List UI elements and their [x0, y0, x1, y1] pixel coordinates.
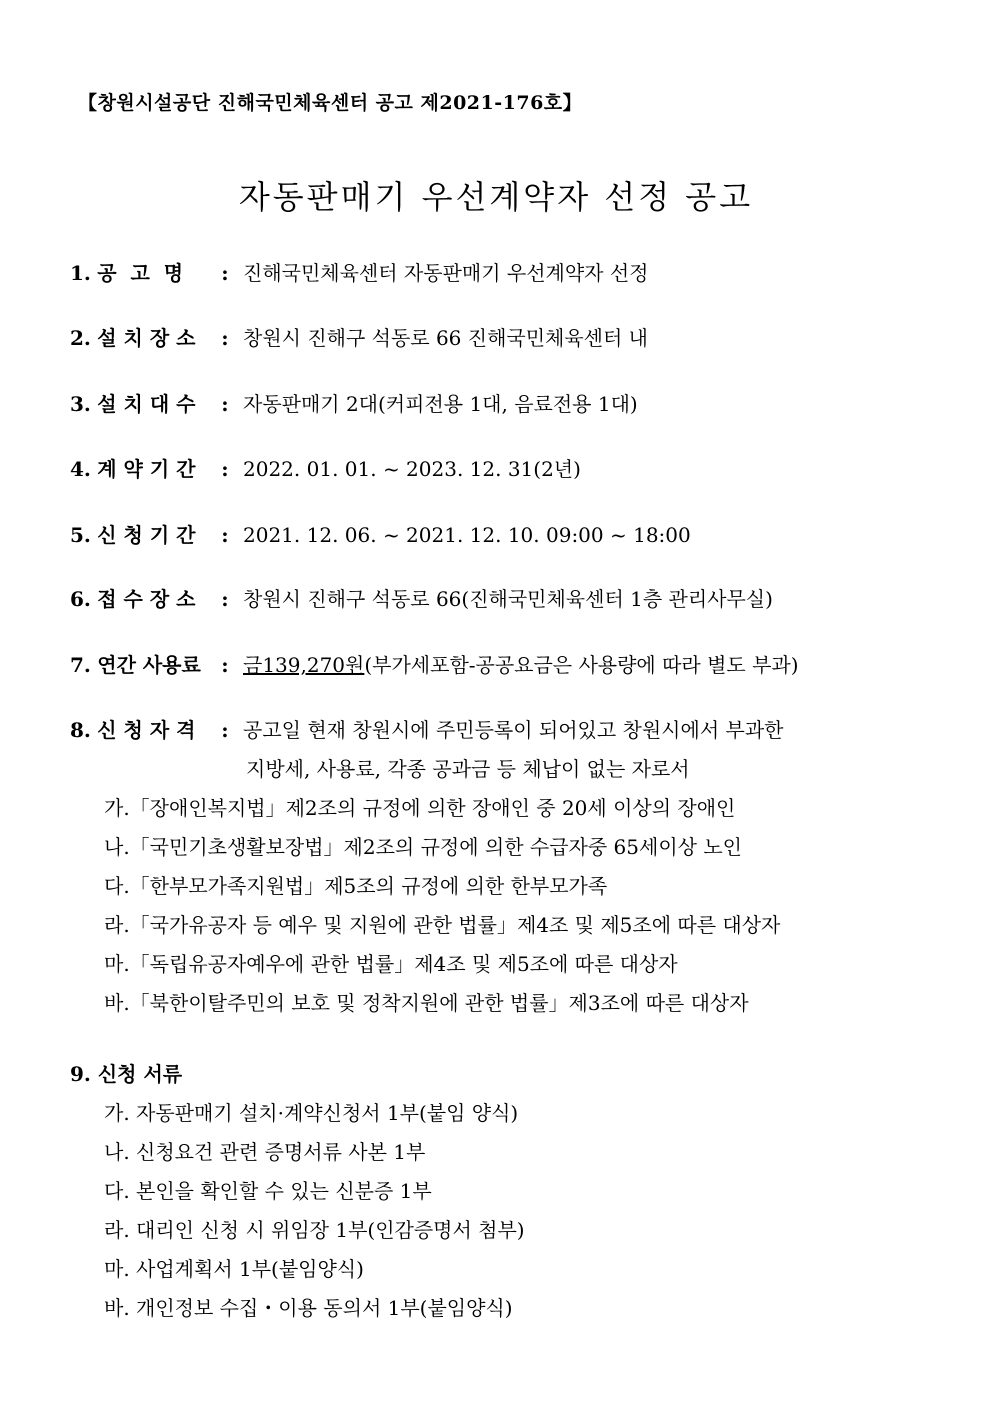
field-label: 설 치 장 소: [97, 326, 196, 350]
document-item: 가. 자동판매기 설치·계약신청서 1부(붙임 양식): [104, 1101, 519, 1125]
field-notice-name: 1. 공 고 명 : 진해국민체육센터 자동판매기 우선계약자 선정: [70, 258, 648, 288]
field-label: 설 치 대 수: [97, 392, 196, 416]
document-item: 마. 사업계획서 1부(붙임양식): [104, 1257, 364, 1281]
field-value: 2021. 12. 06. ~ 2021. 12. 10. 09:00 ~ 18:00: [243, 523, 691, 547]
field-contract-period: 4. 계 약 기 간 : 2022. 01. 01. ~ 2023. 12. 31(2년): [70, 454, 581, 484]
annual-fee-amount: 금139,270원: [243, 653, 365, 677]
field-number: 5.: [70, 523, 91, 547]
field-number: 4.: [70, 457, 91, 481]
field-label: 접 수 장 소: [97, 587, 196, 611]
field-application-period: 5. 신 청 기 간 : 2021. 12. 06. ~ 2021. 12. 10. 09:00 ~ 18:00: [70, 520, 691, 550]
field-value: 2022. 01. 01. ~ 2023. 12. 31(2년): [243, 457, 581, 481]
field-label: 신 청 자 격: [97, 718, 196, 742]
field-number: 1.: [70, 261, 91, 285]
field-value: 창원시 진해구 석동로 66 진해국민체육센터 내: [243, 326, 648, 350]
document-item: 나. 신청요건 관련 증명서류 사본 1부: [104, 1140, 426, 1164]
field-number: 3.: [70, 392, 91, 416]
qualification-item: 나.「국민기초생활보장법」제2조의 규정에 의한 수급자중 65세이상 노인: [104, 835, 742, 859]
field-label: 신 청 기 간: [97, 523, 196, 547]
notice-number: 【창원시설공단 진해국민체육센터 공고 제2021-176호】: [78, 92, 583, 114]
field-number: 6.: [70, 587, 91, 611]
qualification-item: 다.「한부모가족지원법」제5조의 규정에 의한 한부모가족: [104, 874, 608, 898]
eligibility-continuation: 지방세, 사용료, 각종 공과금 등 체납이 없는 자로서: [246, 757, 690, 781]
qualification-item: 바.「북한이탈주민의 보호 및 정착지원에 관한 법률」제3조에 따른 대상자: [104, 991, 749, 1015]
field-label: 계 약 기 간: [97, 457, 196, 481]
field-install-location: 2. 설 치 장 소 : 창원시 진해구 석동로 66 진해국민체육센터 내: [70, 323, 648, 353]
field-submission-location: 6. 접 수 장 소 : 창원시 진해구 석동로 66(진해국민체육센터 1층 관리사무실): [70, 584, 773, 614]
field-value: 창원시 진해구 석동로 66(진해국민체육센터 1층 관리사무실): [243, 587, 773, 611]
section-heading-documents: 9. 신청 서류: [70, 1062, 183, 1086]
field-number: 7.: [70, 653, 91, 677]
field-value: 공고일 현재 창원시에 주민등록이 되어있고 창원시에서 부과한: [243, 718, 784, 742]
field-value: 자동판매기 2대(커피전용 1대, 음료전용 1대): [243, 392, 638, 416]
document-item: 다. 본인을 확인할 수 있는 신분증 1부: [104, 1179, 432, 1203]
field-number: 8.: [70, 718, 91, 742]
field-label: 연간 사용료: [97, 653, 201, 677]
field-annual-fee: 7. 연간 사용료 : 금139,270원(부가세포함-공공요금은 사용량에 따라 별도 부과): [70, 650, 799, 680]
field-label: 공 고 명: [97, 261, 184, 285]
field-value: 진해국민체육센터 자동판매기 우선계약자 선정: [243, 261, 649, 285]
field-number: 2.: [70, 326, 91, 350]
field-install-count: 3. 설 치 대 수 : 자동판매기 2대(커피전용 1대, 음료전용 1대): [70, 389, 638, 419]
field-value: (부가세포함-공공요금은 사용량에 따라 별도 부과): [364, 653, 799, 677]
qualification-item: 가.「장애인복지법」제2조의 규정에 의한 장애인 중 20세 이상의 장애인: [104, 796, 736, 820]
document-item: 바. 개인정보 수집・이용 동의서 1부(붙임양식): [104, 1296, 513, 1320]
document-item: 라. 대리인 신청 시 위임장 1부(인감증명서 첨부): [104, 1218, 525, 1242]
page-title: 자동판매기 우선계약자 선정 공고: [238, 178, 754, 216]
field-eligibility: 8. 신 청 자 격 : 공고일 현재 창원시에 주민등록이 되어있고 창원시에서 부과한: [70, 715, 783, 745]
qualification-item: 마.「독립유공자예우에 관한 법률」제4조 및 제5조에 따른 대상자: [104, 952, 678, 976]
qualification-item: 라.「국가유공자 등 예우 및 지원에 관한 법률」제4조 및 제5조에 따른 대상자: [104, 913, 781, 937]
